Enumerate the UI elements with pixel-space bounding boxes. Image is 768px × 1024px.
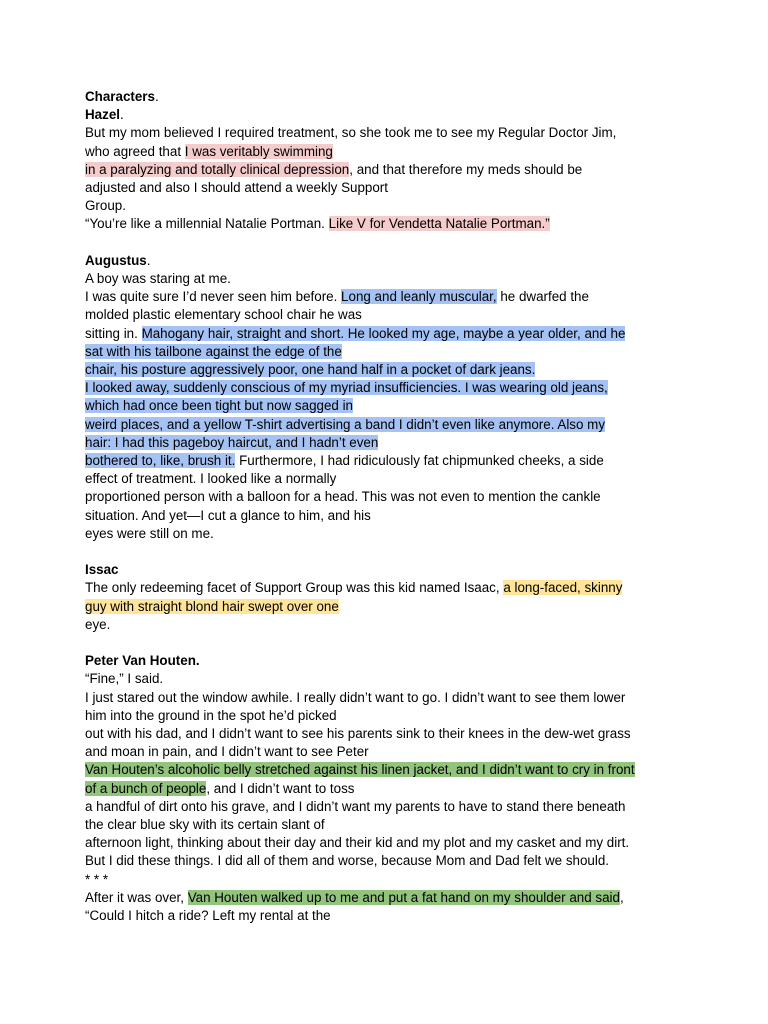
body-text: who agreed that — [85, 143, 185, 159]
highlighted-text-blue: hair: I had this pageboy haircut, and I hadn’t even — [85, 434, 379, 450]
text-line — [85, 488, 628, 506]
body-text: A boy was staring at me. — [85, 271, 231, 287]
body-text: and moan in pain, and I didn’t want to see Peter — [85, 744, 369, 760]
highlighted-text-pink: Like V for Vendetta Natalie Portman.” — [328, 216, 550, 232]
text-line — [85, 743, 628, 761]
text-line — [85, 852, 628, 870]
highlighted-text-blue: chair, his posture aggressively poor, one hand half in a pocket of dark jeans. — [85, 362, 536, 378]
body-text: “You’re like a millennial Natalie Portman. — [85, 216, 329, 232]
text-line — [85, 670, 628, 688]
text-line — [85, 325, 628, 343]
text-line — [85, 470, 628, 488]
body-text: “Could I hitch a ride? Left my rental at the — [85, 908, 331, 924]
body-text: But my mom believed I required treatment, so she took me to see my Regular Doctor Jim, — [85, 125, 617, 141]
text-line — [85, 834, 628, 852]
highlighted-text-pink: in a paralyzing and totally clinical depression — [85, 161, 350, 177]
text-line — [85, 434, 628, 452]
text-line — [85, 798, 628, 816]
body-text: situation. And yet—I cut a glance to him, and his — [85, 507, 371, 523]
highlighted-text-yellow: a long-faced, skinny — [503, 580, 623, 596]
highlighted-text-green: of a bunch of people — [85, 780, 207, 796]
body-text: effect of treatment. I looked like a normally — [85, 471, 337, 487]
text-line — [85, 397, 628, 415]
body-text: a handful of dirt onto his grave, and I didn’t want my parents to have to stand there beneath — [85, 798, 626, 814]
text-line — [85, 761, 635, 779]
text-line — [85, 306, 628, 324]
blank-line — [85, 234, 628, 252]
text-line — [85, 88, 628, 106]
body-text: , and that therefore my meds should be — [349, 161, 583, 177]
text-line — [85, 652, 628, 670]
highlighted-text-blue: Long and leanly muscular, — [341, 289, 497, 305]
text-line — [85, 579, 628, 597]
body-text: eyes were still on me. — [85, 525, 214, 541]
text-line — [85, 598, 628, 616]
text-line — [85, 215, 628, 233]
body-text: , — [619, 889, 624, 905]
body-text: he dwarfed the — [496, 289, 589, 305]
body-text: Group. — [85, 198, 126, 214]
body-text: Furthermore, I had ridiculously fat chipmunked cheeks, a side — [235, 453, 604, 469]
highlighted-text-blue: bothered to, like, brush it. — [85, 453, 236, 469]
body-text: adjusted and also I should attend a weekly Support — [85, 180, 388, 196]
body-text: , and I didn’t want to toss — [206, 780, 355, 796]
text-line — [85, 179, 628, 197]
body-text: . — [119, 107, 124, 123]
text-line — [85, 252, 628, 270]
body-text: * * * — [85, 871, 109, 887]
highlighted-text-green: Van Houten’s alcoholic belly stretched against his linen jacket, and I didn’t want to cry in front — [85, 762, 635, 778]
text-line — [85, 889, 628, 907]
body-text: him into the ground in the spot he’d picked — [85, 707, 337, 723]
text-line — [85, 816, 628, 834]
text-line — [85, 907, 628, 925]
body-text: proportioned person with a balloon for a head. This was not even to mention the cankle — [85, 489, 601, 505]
highlighted-text-blue: Mahogany hair, straight and short. He looked my age, maybe a year older, and he — [141, 325, 626, 341]
text-line — [85, 707, 628, 725]
highlighted-text-green: Van Houten walked up to me and put a fat hand on my shoulder and said — [187, 889, 620, 905]
highlighted-text-blue: which had once been tight but now sagged in — [85, 398, 354, 414]
document-body — [85, 88, 635, 925]
text-line — [85, 871, 628, 889]
body-text: sitting in. — [85, 325, 142, 341]
body-text: . — [146, 252, 151, 268]
body-text: eye. — [85, 616, 111, 632]
section-heading: Augustus — [85, 252, 147, 268]
section-heading: Issac — [85, 562, 119, 578]
highlighted-text-blue: I looked away, suddenly conscious of my myriad insufficiencies. I was wearing old jeans, — [85, 380, 608, 396]
text-line — [85, 361, 628, 379]
body-text: “Fine,” I said. — [85, 671, 164, 687]
body-text: But I did these things. I did all of them and worse, because Mom and Dad felt we should. — [85, 853, 610, 869]
text-line — [85, 343, 628, 361]
text-line — [85, 161, 628, 179]
text-line — [85, 288, 628, 306]
body-text: the clear blue sky with its certain slant of — [85, 817, 325, 833]
body-text: After it was over, — [85, 889, 188, 905]
highlighted-text-blue: weird places, and a yellow T-shirt advertising a band I didn’t even like anymore. Also my — [85, 416, 606, 432]
highlighted-text-yellow: guy with straight blond hair swept over one — [85, 598, 339, 614]
body-text: molded plastic elementary school chair he was — [85, 307, 362, 323]
highlighted-text-pink: I was veritably swimming — [184, 143, 333, 159]
text-line — [85, 452, 628, 470]
text-line — [85, 143, 628, 161]
text-line — [85, 270, 628, 288]
highlighted-text-blue: sat with his tailbone against the edge of the — [85, 343, 342, 359]
text-line — [85, 561, 628, 579]
body-text: . — [154, 89, 159, 104]
text-line — [85, 725, 631, 743]
blank-line — [85, 634, 628, 652]
text-line — [85, 416, 628, 434]
body-text: out with his dad, and I didn’t want to see his parents sink to their knees in the dew-wet grass — [85, 726, 631, 742]
body-text: I was quite sure I’d never seen him before. — [85, 289, 342, 305]
body-text: I just stared out the window awhile. I really didn’t want to go. I didn’t want to see them lower — [85, 689, 626, 705]
text-line — [85, 197, 628, 215]
section-heading: Characters — [85, 89, 155, 104]
section-heading: Peter Van Houten. — [85, 653, 200, 669]
text-line — [85, 507, 628, 525]
text-line — [85, 124, 628, 142]
body-text: afternoon light, thinking about their day and their kid and my plot and my casket and my dirt. — [85, 835, 630, 851]
blank-line — [85, 543, 628, 561]
text-line — [85, 780, 628, 798]
text-line — [85, 525, 628, 543]
text-line — [85, 379, 628, 397]
text-line — [85, 689, 628, 707]
section-heading: Hazel — [85, 107, 120, 123]
text-line — [85, 106, 628, 124]
body-text: The only redeeming facet of Support Group was this kid named Isaac, — [85, 580, 504, 596]
text-line — [85, 616, 628, 634]
